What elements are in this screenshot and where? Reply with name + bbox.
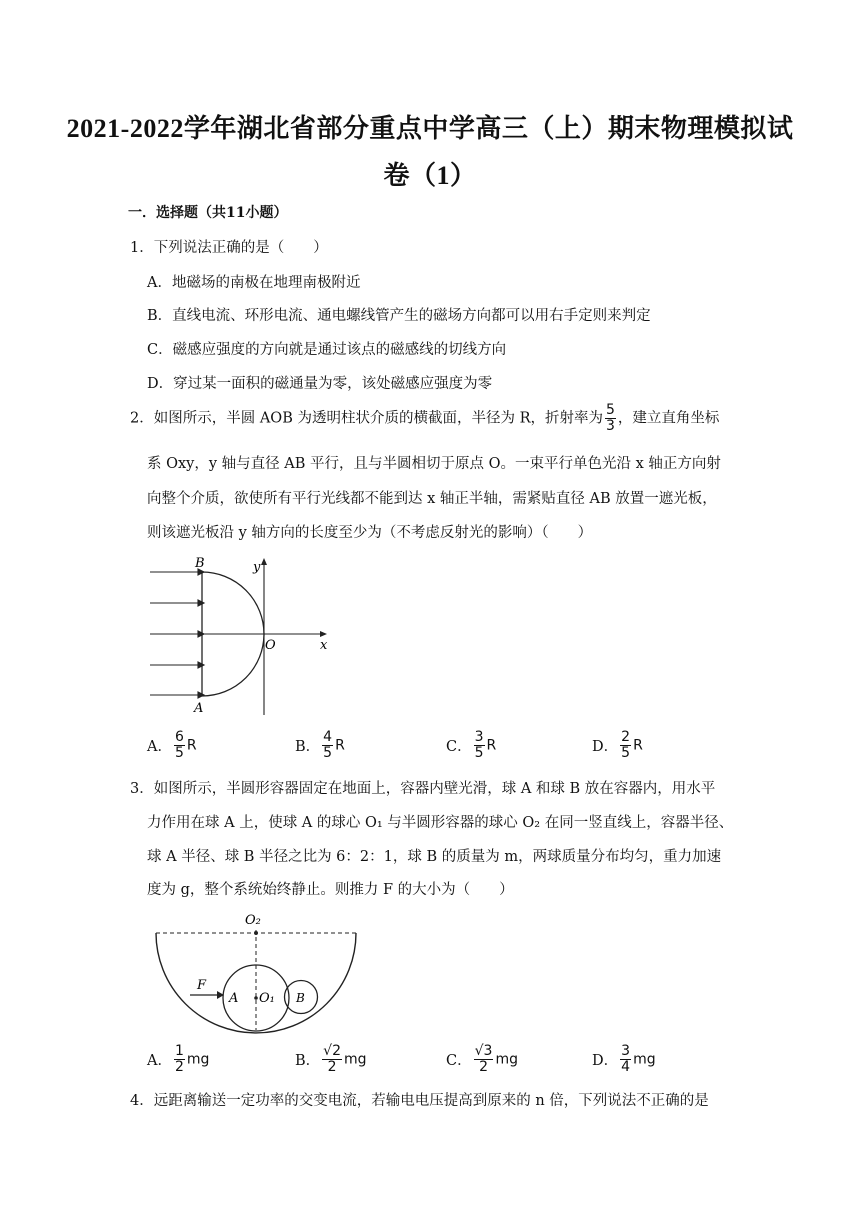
q4-stem-line1: 4．远距离输送一定功率的交变电流，若输电电压提高到原来的 n 倍，下列说法不正确的是 (130, 1093, 709, 1109)
refractive-index-fraction (605, 403, 616, 434)
label-ball-b: B (296, 991, 305, 1005)
q1-option-d: D．穿过某一面积的磁通量为零，该处磁感应强度为零 (147, 376, 493, 392)
q2-stem-line3: 向整个介质，欲使所有平行光线都不能到达 x 轴正半轴，需紧贴直径 AB 放置一遮光板， (147, 491, 717, 507)
q1-stem: 1．下列说法正确的是（ ） (130, 240, 328, 256)
q3-answer-c: C． $\frac{√3}{2}$ mg (446, 1043, 518, 1075)
q2-answer-b: B． $\frac{4}{5}$ R (295, 729, 345, 761)
label-y: y (253, 560, 261, 575)
label-o1: O₁ (259, 991, 275, 1006)
q3-stem-line1: 3．如图所示，半圆形容器固定在地面上，容器内壁光滑，球 A 和球 B 放在容器内，用水平 (130, 781, 716, 797)
o2-dot (254, 931, 258, 935)
q2-semicircle-figure (145, 550, 340, 720)
q1-option-c: C．磁感应强度的方向就是通过该点的磁感线的切线方向 (147, 342, 507, 358)
q3-answer-b: B． $\frac{√2}{2}$ mg (295, 1043, 367, 1075)
q2-answer-d: D． $\frac{2}{5}$ R (592, 729, 643, 761)
label-o2: O₂ (245, 913, 261, 928)
y-axis-arrow (261, 558, 267, 565)
q3-stem-line4: 度为 g，整个系统始终静止。则推力 F 的大小为（ ） (147, 882, 514, 898)
incident-rays (150, 569, 204, 698)
x-axis-arrow (320, 631, 327, 637)
q2-answer-c: C． $\frac{3}{5}$ R (446, 729, 497, 761)
label-o: O (265, 638, 276, 653)
page-title-line2: 卷（1） (383, 161, 477, 190)
q2-answer-a: A． $\frac{6}{5}$ R (147, 729, 197, 761)
q1-option-b: B．直线电流、环形电流、通电螺线管产生的磁场方向都可以用右手定则来判定 (147, 308, 651, 324)
label-a: A (194, 701, 204, 716)
q1-option-a: A．地磁场的南极在地理南极附近 (147, 275, 361, 291)
q2-stem-line1 (130, 403, 719, 434)
label-b: B (195, 556, 205, 571)
q2-stem-a: 2．如图所示，半圆 AOB 为透明柱状介质的横截面，半径为 R，折射率为 (130, 410, 603, 427)
n-numerator: 5 (605, 402, 615, 418)
label-x: x (320, 638, 328, 653)
section-heading: 一．选择题（共11小题） (128, 205, 288, 221)
q3-stem-line2: 力作用在球 A 上，使球 A 的球心 O₁ 与半圆形容器的球心 O₂ 在同一竖直线上，容器半径、 (147, 815, 734, 831)
n-denominator: 3 (605, 418, 615, 434)
q2-stem-line4: 则该遮光板沿 y 轴方向的长度至少为（不考虑反射光的影响）（ ） (147, 525, 593, 541)
q3-answer-a: A． $\frac{1}{2}$ mg (147, 1043, 210, 1075)
q3-container-figure (148, 906, 363, 1036)
label-f: F (197, 978, 207, 993)
q2-stem-b: ，建立直角坐标 (617, 410, 720, 427)
page-title-line1: 2021-2022学年湖北省部分重点中学高三（上）期末物理模拟试 (66, 114, 794, 143)
q3-answer-d: D． $\frac{3}{4}$ mg (592, 1043, 656, 1075)
o1-dot (254, 996, 258, 1000)
q2-stem-line2: 系 Oxy，y 轴与直径 AB 平行，且与半圆相切于原点 O。一束平行单色光沿 x 轴正方向射 (147, 456, 721, 472)
label-ball-a: A (229, 991, 239, 1006)
q3-stem-line3: 球 A 半径、球 B 半径之比为 6：2：1，球 B 的质量为 m，两球质量分布均匀，重力加速 (147, 849, 722, 865)
